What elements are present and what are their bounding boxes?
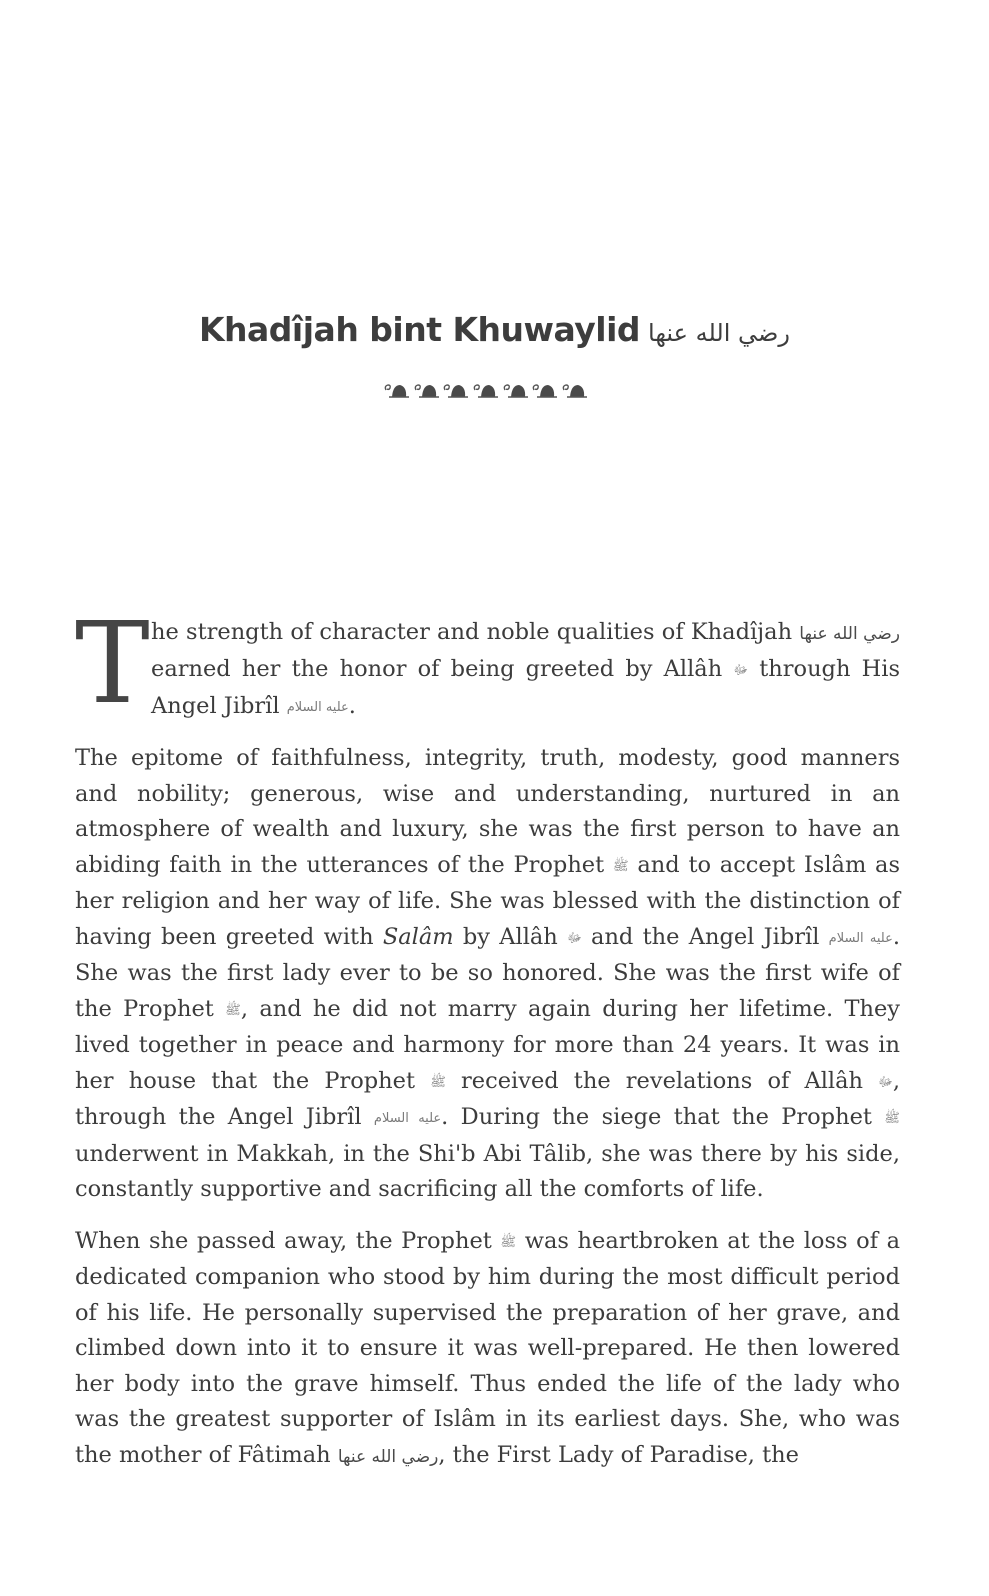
text-segment: , and he did not marry again during her lifetime. They lived together in peace and harmony for more than 24 years. It was in her house that the Prophet <box>75 995 900 1094</box>
paragraph-intro <box>75 598 900 729</box>
ornament-leaf-icon <box>472 381 500 399</box>
ornament-leaf-icon <box>413 381 441 399</box>
text-segment: he strength of character and noble qualities of Khadîjah <box>151 618 793 645</box>
text-segment: and the Angel Jibrîl <box>591 923 820 950</box>
honorific-radiallahu-anha-text: رضي الله عنها <box>799 623 900 644</box>
title-honorific-arabic: رضي الله عنها <box>648 319 791 347</box>
chapter-title-text: Khadîjah bint Khuwaylid <box>198 310 641 349</box>
text-segment: , through the Angel Jibrîl <box>75 1067 900 1130</box>
text-segment: by Allâh <box>462 923 558 950</box>
paragraph-passing <box>75 1224 900 1476</box>
honorific-prophet-icon: ﷺ <box>225 1002 241 1018</box>
ornament-leaf-icon <box>531 381 559 399</box>
chapter-title <box>199 310 790 349</box>
honorific-alayhis-salam-icon: عليه السلام <box>286 699 349 715</box>
italic-term-salam: Salâm <box>382 923 454 950</box>
ornament-leaf-icon <box>442 381 470 399</box>
chapter-body <box>75 592 900 1491</box>
honorific-allah-icon: ﷻ <box>567 930 582 946</box>
honorific-prophet-icon: ﷺ <box>884 1111 901 1126</box>
ornament-leaf-icon <box>502 381 530 399</box>
text-segment: and to accept Islâm as her religion and her way of life. She was blessed with the distinction of having been greeted with <box>75 851 900 950</box>
honorific-allah-icon: ﷻ <box>733 663 749 678</box>
text-segment: . She was the first lady ever to be so honored. She was the first wife of the Prophet <box>75 923 900 1022</box>
text-segment: When she passed away, the Prophet <box>75 1227 492 1254</box>
floral-divider-ornament <box>383 380 589 400</box>
text-segment: , the First Lady of Paradise, the <box>438 1441 799 1468</box>
text-segment: The epitome of faithfulness, integrity, truth, modesty, good manners and nobility; generous, wise and understanding, nurtured in an atmosphere of wealth and luxury, she was the first person to have an abiding faith in the utterances of the Prophet <box>75 745 900 878</box>
ornament-leaf-icon <box>383 381 411 399</box>
text-segment: . <box>348 692 356 719</box>
text-segment: through His Angel Jibrîl <box>151 656 900 719</box>
text-segment: was heartbroken at the loss of a dedicated companion who stood by him during the most difficult period of his life. He personally supervised the preparation of her grave, and climbed down into it to ensure it was well-prepared. He then lowered her body into the grave himself. Thus ended the life of the lady who was the greatest supporter of Islâm in its earliest days. She, who was the mother of Fâtimah <box>75 1227 901 1468</box>
text-segment: . During the siege that the Prophet <box>441 1104 872 1130</box>
honorific-radiallahu-anha-text: رضي الله عنها <box>337 1446 439 1467</box>
ornament-leaf-icon <box>561 381 589 399</box>
text-segment: received the revelations of Allâh <box>461 1067 864 1094</box>
honorific-prophet-icon: ﷺ <box>430 1074 446 1090</box>
honorific-alayhis-salam-icon: عليه السلام <box>828 930 893 946</box>
text-segment: earned her the honor of being greeted by Allâh <box>151 656 723 682</box>
paragraph-epitome <box>75 741 900 1208</box>
honorific-prophet-icon: ﷺ <box>500 1234 517 1250</box>
honorific-prophet-icon: ﷺ <box>612 858 629 874</box>
honorific-allah-icon: ﷻ <box>878 1074 893 1090</box>
text-segment: underwent in Makkah, in the Shi'b Abi Tâlib, she was there by his side, constantly supportive and sacrificing all the comforts of life. <box>75 1140 900 1202</box>
drop-cap-letter: T <box>75 598 150 729</box>
chapter-header <box>0 310 989 349</box>
honorific-alayhis-salam-icon: عليه السلام <box>373 1111 442 1126</box>
